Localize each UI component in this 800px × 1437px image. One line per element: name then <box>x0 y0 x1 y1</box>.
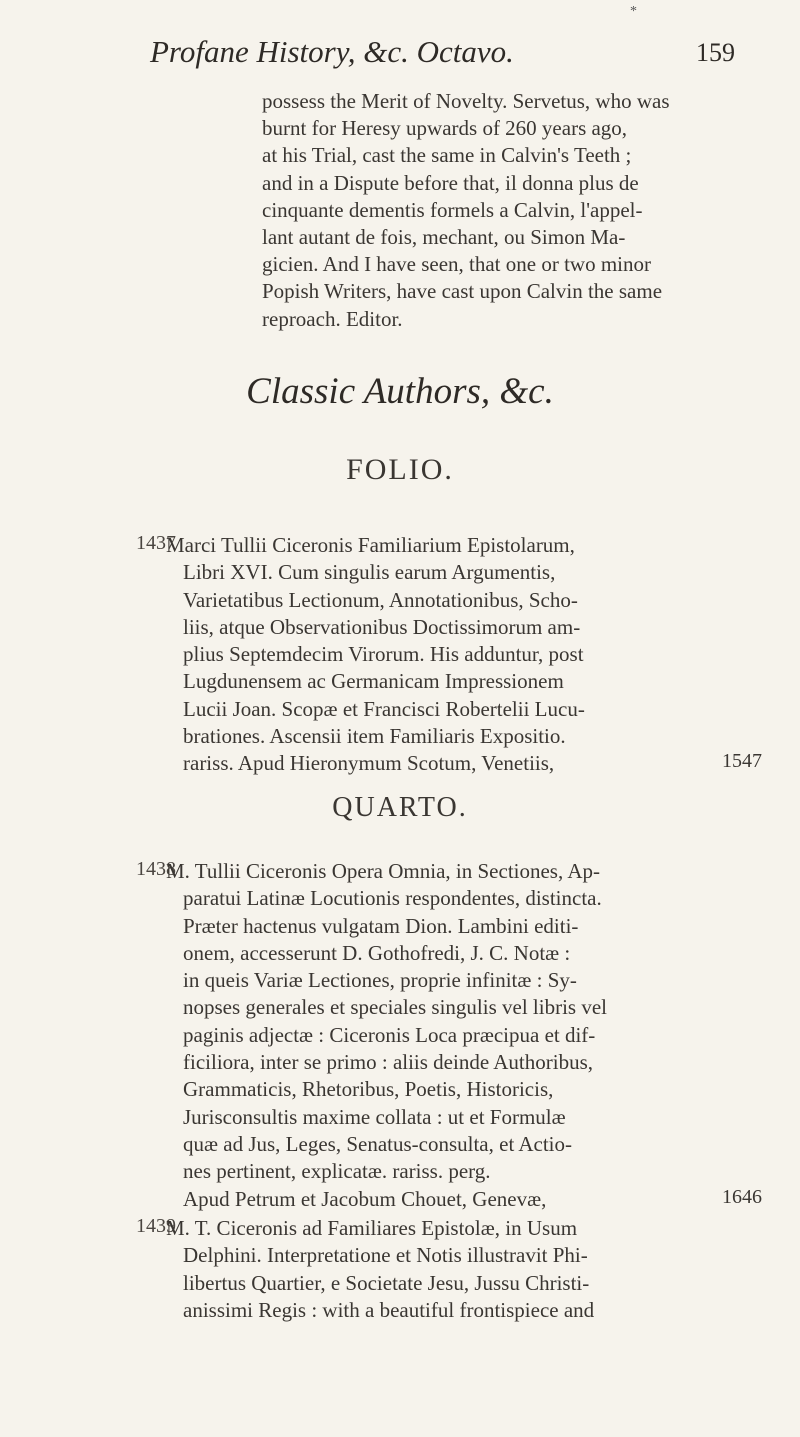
entry-text <box>166 858 746 1213</box>
entry-line: Apud Petrum et Jacobum Chouet, Genevæ, <box>183 1186 547 1211</box>
entry-line: nes pertinent, explicatæ. rariss. perg. <box>183 1159 491 1184</box>
entry-line: M. T. Ciceronis ad Familiares Epistolæ, in Usum <box>166 1216 578 1240</box>
intro-line: burnt for Heresy upwards of 260 years ago, <box>262 116 628 141</box>
page-number: 159 <box>696 38 735 67</box>
intro-line: possess the Merit of Novelty. Servetus, who was <box>262 89 670 113</box>
entry-year: 1646 <box>722 1186 762 1208</box>
entry-line: Præter hactenus vulgatam Dion. Lambini editi- <box>183 913 579 938</box>
entry-line: paginis adjectæ : Ciceronis Loca præcipua et dif- <box>183 1022 596 1047</box>
entry-year: 1547 <box>722 750 762 772</box>
folio-heading: FOLIO. <box>346 453 454 486</box>
entry-line: quæ ad Jus, Leges, Senatus-consulta, et Actio- <box>183 1131 573 1156</box>
entry-line: Lugdunensem ac Germanicam Impressionem <box>183 669 564 694</box>
intro-line: gicien. And I have seen, that one or two minor <box>262 252 651 277</box>
intro-line: reproach. Editor. <box>262 306 403 331</box>
running-header <box>150 34 735 74</box>
entry-line: Varietatibus Lectionum, Annotationibus, Scho- <box>183 587 578 612</box>
entry-line: ficiliora, inter se primo : aliis deinde Authoribus, <box>183 1050 594 1075</box>
entry-line: Delphini. Interpretatione et Notis illustravit Phi- <box>183 1243 588 1268</box>
intro-paragraph <box>262 88 742 333</box>
entry-line: Lucii Joan. Scopæ et Francisci Robertelii Lucu- <box>183 696 585 721</box>
quarto-heading: QUARTO. <box>332 792 468 823</box>
corner-mark: * <box>630 4 637 19</box>
entry-line: libertus Quartier, e Societate Jesu, Jussu Christi- <box>183 1270 590 1295</box>
entry-number: 1439 <box>136 1215 176 1237</box>
entry-number: 1438 <box>136 858 176 880</box>
entry-text <box>166 532 746 778</box>
entry-number: 1437 <box>136 532 176 554</box>
entry-line: brationes. Ascensii item Familiaris Expositio. <box>183 724 566 749</box>
entry-line: nopses generales et speciales singulis vel libris vel <box>183 995 607 1020</box>
entry-line: Marci Tullii Ciceronis Familiarium Epistolarum, <box>166 533 575 557</box>
entry-line: Grammaticis, Rhetoribus, Poetis, Historicis, <box>183 1077 554 1102</box>
entry-line: paratui Latinæ Locutionis respondentes, distincta. <box>183 886 602 911</box>
header-title: Profane History, &c. Octavo. <box>150 34 514 69</box>
intro-line: at his Trial, cast the same in Calvin's Teeth ; <box>262 143 632 168</box>
intro-line: lant autant de fois, mechant, ou Simon Ma- <box>262 225 626 250</box>
intro-line: cinquante dementis formels a Calvin, l'appel- <box>262 197 643 222</box>
entry-line: plius Septemdecim Virorum. His adduntur, post <box>183 642 584 667</box>
entry-line: liis, atque Observationibus Doctissimorum am- <box>183 614 581 639</box>
intro-line: Popish Writers, have cast upon Calvin the same <box>262 279 663 304</box>
entry-line: M. Tullii Ciceronis Opera Omnia, in Sectiones, Ap- <box>166 859 600 883</box>
section-title: Classic Authors, &c. <box>246 371 554 412</box>
entry-line: onem, accesserunt D. Gothofredi, J. C. Notæ : <box>183 940 571 965</box>
entry-line: Libri XVI. Cum singulis earum Argumentis, <box>183 560 556 585</box>
entry-line: Jurisconsultis maxime collata : ut et Formulæ <box>183 1104 566 1129</box>
entry-text <box>166 1215 746 1324</box>
entry-line: in queis Variæ Lectiones, proprie infinitæ : Sy- <box>183 968 577 993</box>
intro-line: and in a Dispute before that, il donna plus de <box>262 170 639 195</box>
entry-line: anissimi Regis : with a beautiful frontispiece and <box>183 1297 595 1322</box>
entry-line: rariss. Apud Hieronymum Scotum, Venetiis, <box>183 751 555 776</box>
